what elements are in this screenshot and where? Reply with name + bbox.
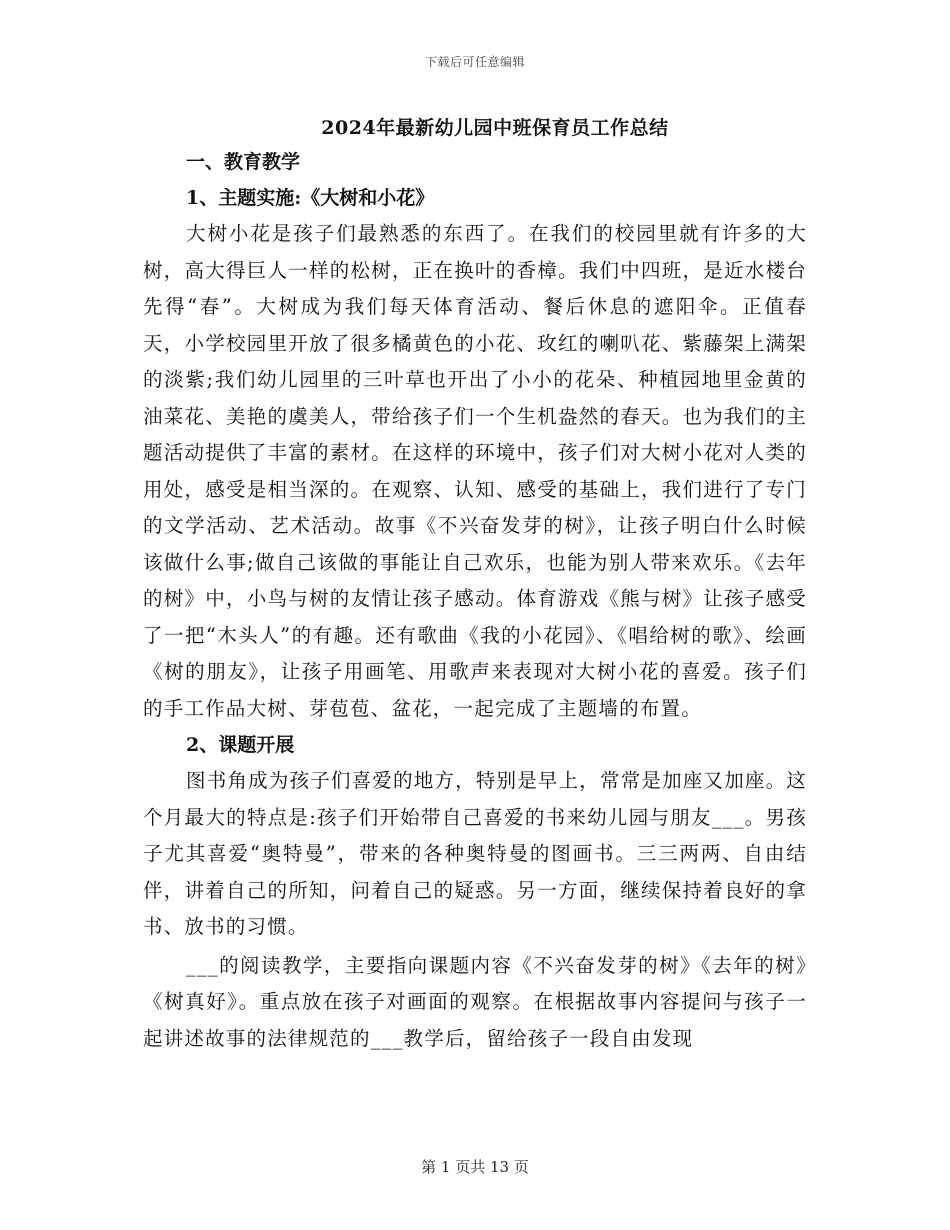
subsection-heading-research: 2、课题开展 (186, 734, 295, 756)
paragraph-reading-teaching: ___的阅读教学，主要指向课题内容《不兴奋发芽的树》《去年的树》《树真好》。重点放在孩子对画面的观察。在根据故事内容提问与孩子一起讲述故事的法律规范的___教学后，留给孩子一段自由发现 (143, 953, 807, 1050)
document-title: 2024年最新幼儿园中班保育员工作总结 (321, 117, 669, 139)
subsection-heading-theme: 1、主题实施:《大树和小花》 (186, 187, 435, 209)
section-heading-education: 一、教育教学 (186, 151, 301, 173)
document-body (143, 112, 807, 1057)
paragraph-library-corner: 图书角成为孩子们喜爱的地方，特别是早上，常常是加座又加座。这个月最大的特点是:孩子们开始带自己喜爱的书来幼儿园与朋友___。男孩子尤其喜爱“奥特曼”，带来的各种奥特曼的图画书。三三两两、自由结伴，讲着自己的所知，问着自己的疑惑。另一方面，继续保持着良好的拿书、放书的习惯。 (143, 769, 808, 938)
page-footer: 第 1 页共 13 页 (421, 1158, 529, 1176)
header-note: 下载后可任意编辑 (424, 55, 525, 69)
paragraph-theme: 大树小花是孩子们最熟悉的东西了。在我们的校园里就有许多的大树，高大得巨人一样的松树，正在换叶的香樟。我们中四班，是近水楼台先得“春”。大树成为我们每天体育活动、餐后休息的遮阳伞。正值春天，小学校园里开放了很多橘黄色的小花、玫红的喇叭花、紫藤架上满架的淡紫;我们幼儿园里的三叶草也开出了小小的花朵、种植园地里金黄的油菜花、美艳的虞美人，带给孩子们一个生机盎然的春天。也为我们的主题活动提供了丰富的素材。在这样的环境中，孩子们对大树小花对人类的用处，感受是相当深的。在观察、认知、感受的基础上，我们进行了专门的文学活动、艺术活动。故事《不兴奋发芽的树》，让孩子明白什么时候该做什么事;做自己该做的事能让自己欢乐，也能为别人带来欢乐。《去年的树》中，小鸟与树的友情让孩子感动。体育游戏《熊与树》让孩子感受了一把“木头人”的有趣。还有歌曲《我的小花园》、《唱给树的歌》、绘画《树的朋友》，让孩子用画笔、用歌声来表现对大树小花的喜爱。孩子们的手工作品大树、芽苞苞、盆花，一起完成了主题墙的布置。 (143, 222, 807, 720)
